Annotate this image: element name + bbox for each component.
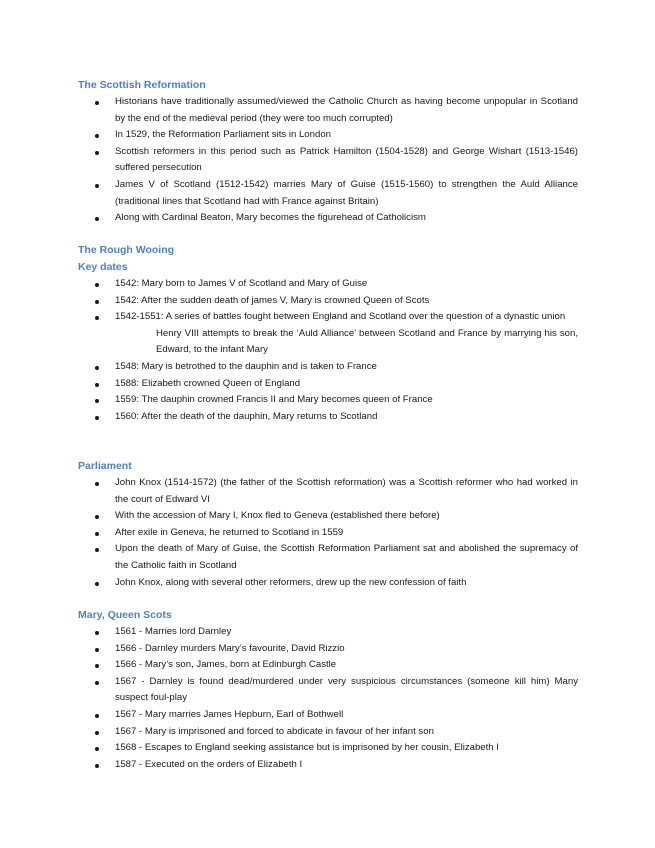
bullet-icon xyxy=(95,714,99,718)
bullet-icon xyxy=(95,416,99,420)
bullet-icon xyxy=(95,747,99,751)
bullet-icon xyxy=(95,151,99,155)
list-item xyxy=(78,94,578,127)
list-item-text: 1542: Mary born to James V of Scotland and Mary of Guise xyxy=(115,278,368,289)
bullet-icon xyxy=(95,548,99,552)
bullet-list xyxy=(78,94,578,227)
section-heading: Parliament xyxy=(78,460,132,472)
list-item xyxy=(78,508,578,525)
list-item-text: After exile in Geneva, he returned to Scotland in 1559 xyxy=(115,526,344,538)
bullet-icon xyxy=(95,731,99,735)
bullet-icon xyxy=(95,482,99,486)
list-item xyxy=(78,210,578,227)
bullet-icon xyxy=(95,764,99,768)
list-item xyxy=(78,409,578,426)
list-item xyxy=(78,392,578,409)
list-item-text: 1566 - Darnley murders Mary’s favourite, David Rizzio xyxy=(115,642,345,654)
bullet-icon xyxy=(95,283,99,287)
bullet-icon xyxy=(95,582,99,586)
bullet-icon xyxy=(95,300,99,304)
list-item xyxy=(78,144,578,177)
bullet-icon xyxy=(95,399,99,403)
bullet-icon xyxy=(95,184,99,188)
list-item xyxy=(78,293,578,310)
section-heading: Mary, Queen Scots xyxy=(78,609,172,621)
list-item xyxy=(78,575,578,592)
section-parliament xyxy=(78,458,578,591)
list-item xyxy=(78,641,578,658)
list-item-text: 1566 - Mary’s son, James, born at Edinburgh Castle xyxy=(115,659,337,671)
section-scottish-reformation xyxy=(78,77,578,227)
list-item xyxy=(78,674,578,707)
section-mary-queen-scots xyxy=(78,607,578,773)
bullet-icon xyxy=(95,101,99,105)
list-item xyxy=(78,359,578,376)
list-item xyxy=(78,177,578,210)
list-item xyxy=(78,757,578,774)
bullet-list xyxy=(78,475,578,591)
list-item-text: James V of Scotland (1512-1542) marries Mary of Guise (1515-1560) to strengthen the Auld Alliance (traditional lines that Scotland had with France against Britain) xyxy=(115,178,578,207)
list-item-text: 1559: The dauphin crowned Francis II and Mary becomes queen of France xyxy=(115,394,433,406)
list-item-text: 1567 - Darnley is found dead/murdered under very suspicious circumstances (someone kill him) Many suspect foul-play xyxy=(115,675,578,704)
list-item-text: 1548: Mary is betrothed to the dauphin and is taken to France xyxy=(115,360,377,372)
bullet-icon xyxy=(95,316,99,320)
list-item xyxy=(78,541,578,574)
list-item xyxy=(78,276,578,293)
list-item-text: 1560: After the death of the dauphin, Mary returns to Scotland xyxy=(115,410,378,422)
list-item xyxy=(78,657,578,674)
bullet-icon xyxy=(95,217,99,221)
bullet-list xyxy=(78,624,578,773)
list-item-text: John Knox (1514-1572) (the father of the Scottish reformation) was a Scottish reformer who had worked in the court of Edward VI xyxy=(115,477,578,505)
list-item-text: 1587 - Executed on the orders of Elizabeth I xyxy=(115,758,303,770)
section-rough-wooing xyxy=(78,242,578,425)
list-item-text: Along with Cardinal Beaton, Mary becomes the figurehead of Catholicism xyxy=(115,212,426,224)
list-item-text: Historians have traditionally assumed/viewed the Catholic Church as having become unpopular in Scotland by the end of the medieval period (they were too much corrupted) xyxy=(115,96,578,124)
list-item xyxy=(78,740,578,757)
bullet-icon xyxy=(95,134,99,138)
bullet-icon xyxy=(95,383,99,387)
list-item xyxy=(78,475,578,508)
list-item-text: 1567 - Mary is imprisoned and forced to abdicate in favour of her infant son xyxy=(115,725,434,737)
bullet-icon xyxy=(95,631,99,635)
list-item-text: John Knox, along with several other reformers, drew up the new confession of faith xyxy=(115,576,467,588)
bullet-icon xyxy=(95,515,99,519)
list-item-text: 1542: After the sudden death of james V, Mary is crowned Queen of Scots xyxy=(115,294,430,306)
list-item-text: 1588: Elizabeth crowned Queen of England xyxy=(115,377,301,389)
list-item-text: Scottish reformers in this period such as Patrick Hamilton (1504-1528) and George Wishart (1513-1546) suffered persecution xyxy=(115,145,578,174)
list-item-text: With the accession of Mary I, Knox fled to Geneva (established there before) xyxy=(115,510,440,522)
list-item xyxy=(78,127,578,144)
list-item-text: 1567 - Mary marries James Hepburn, Earl of Bothwell xyxy=(115,708,344,720)
list-item xyxy=(78,707,578,724)
bullet-list xyxy=(78,359,578,425)
list-item-text: 1542-1551: A series of battles fought between England and Scotland over the question of a dynastic union xyxy=(115,311,566,323)
list-item xyxy=(78,724,578,741)
bullet-icon xyxy=(95,648,99,652)
indented-note: Henry VIII attempts to break the ‘Auld Alliance’ between Scotland and France by marrying his son, Edward, to the infant Mary xyxy=(156,327,578,356)
list-item-text: Upon the death of Mary of Guise, the Scottish Reformation Parliament sat and abolished the supremacy of the Catholic faith in Scotland xyxy=(115,543,578,571)
list-item xyxy=(78,525,578,542)
list-item xyxy=(78,376,578,393)
list-item-text: 1561 - Marries lord Darnley xyxy=(115,626,232,637)
list-item xyxy=(78,309,578,326)
list-item-text: In 1529, the Reformation Parliament sits in London xyxy=(115,129,331,141)
section-heading: The Rough Wooing xyxy=(78,244,175,256)
section-subheading: Key dates xyxy=(78,261,128,273)
bullet-icon xyxy=(95,366,99,370)
section-heading: The Scottish Reformation xyxy=(78,79,206,91)
bullet-icon xyxy=(95,664,99,668)
bullet-icon xyxy=(95,681,99,685)
list-item-text: 1568 - Escapes to England seeking assistance but is imprisoned by her cousin, Elizabeth I xyxy=(115,742,499,754)
list-item xyxy=(78,624,578,641)
bullet-icon xyxy=(95,532,99,536)
bullet-list xyxy=(78,276,578,326)
